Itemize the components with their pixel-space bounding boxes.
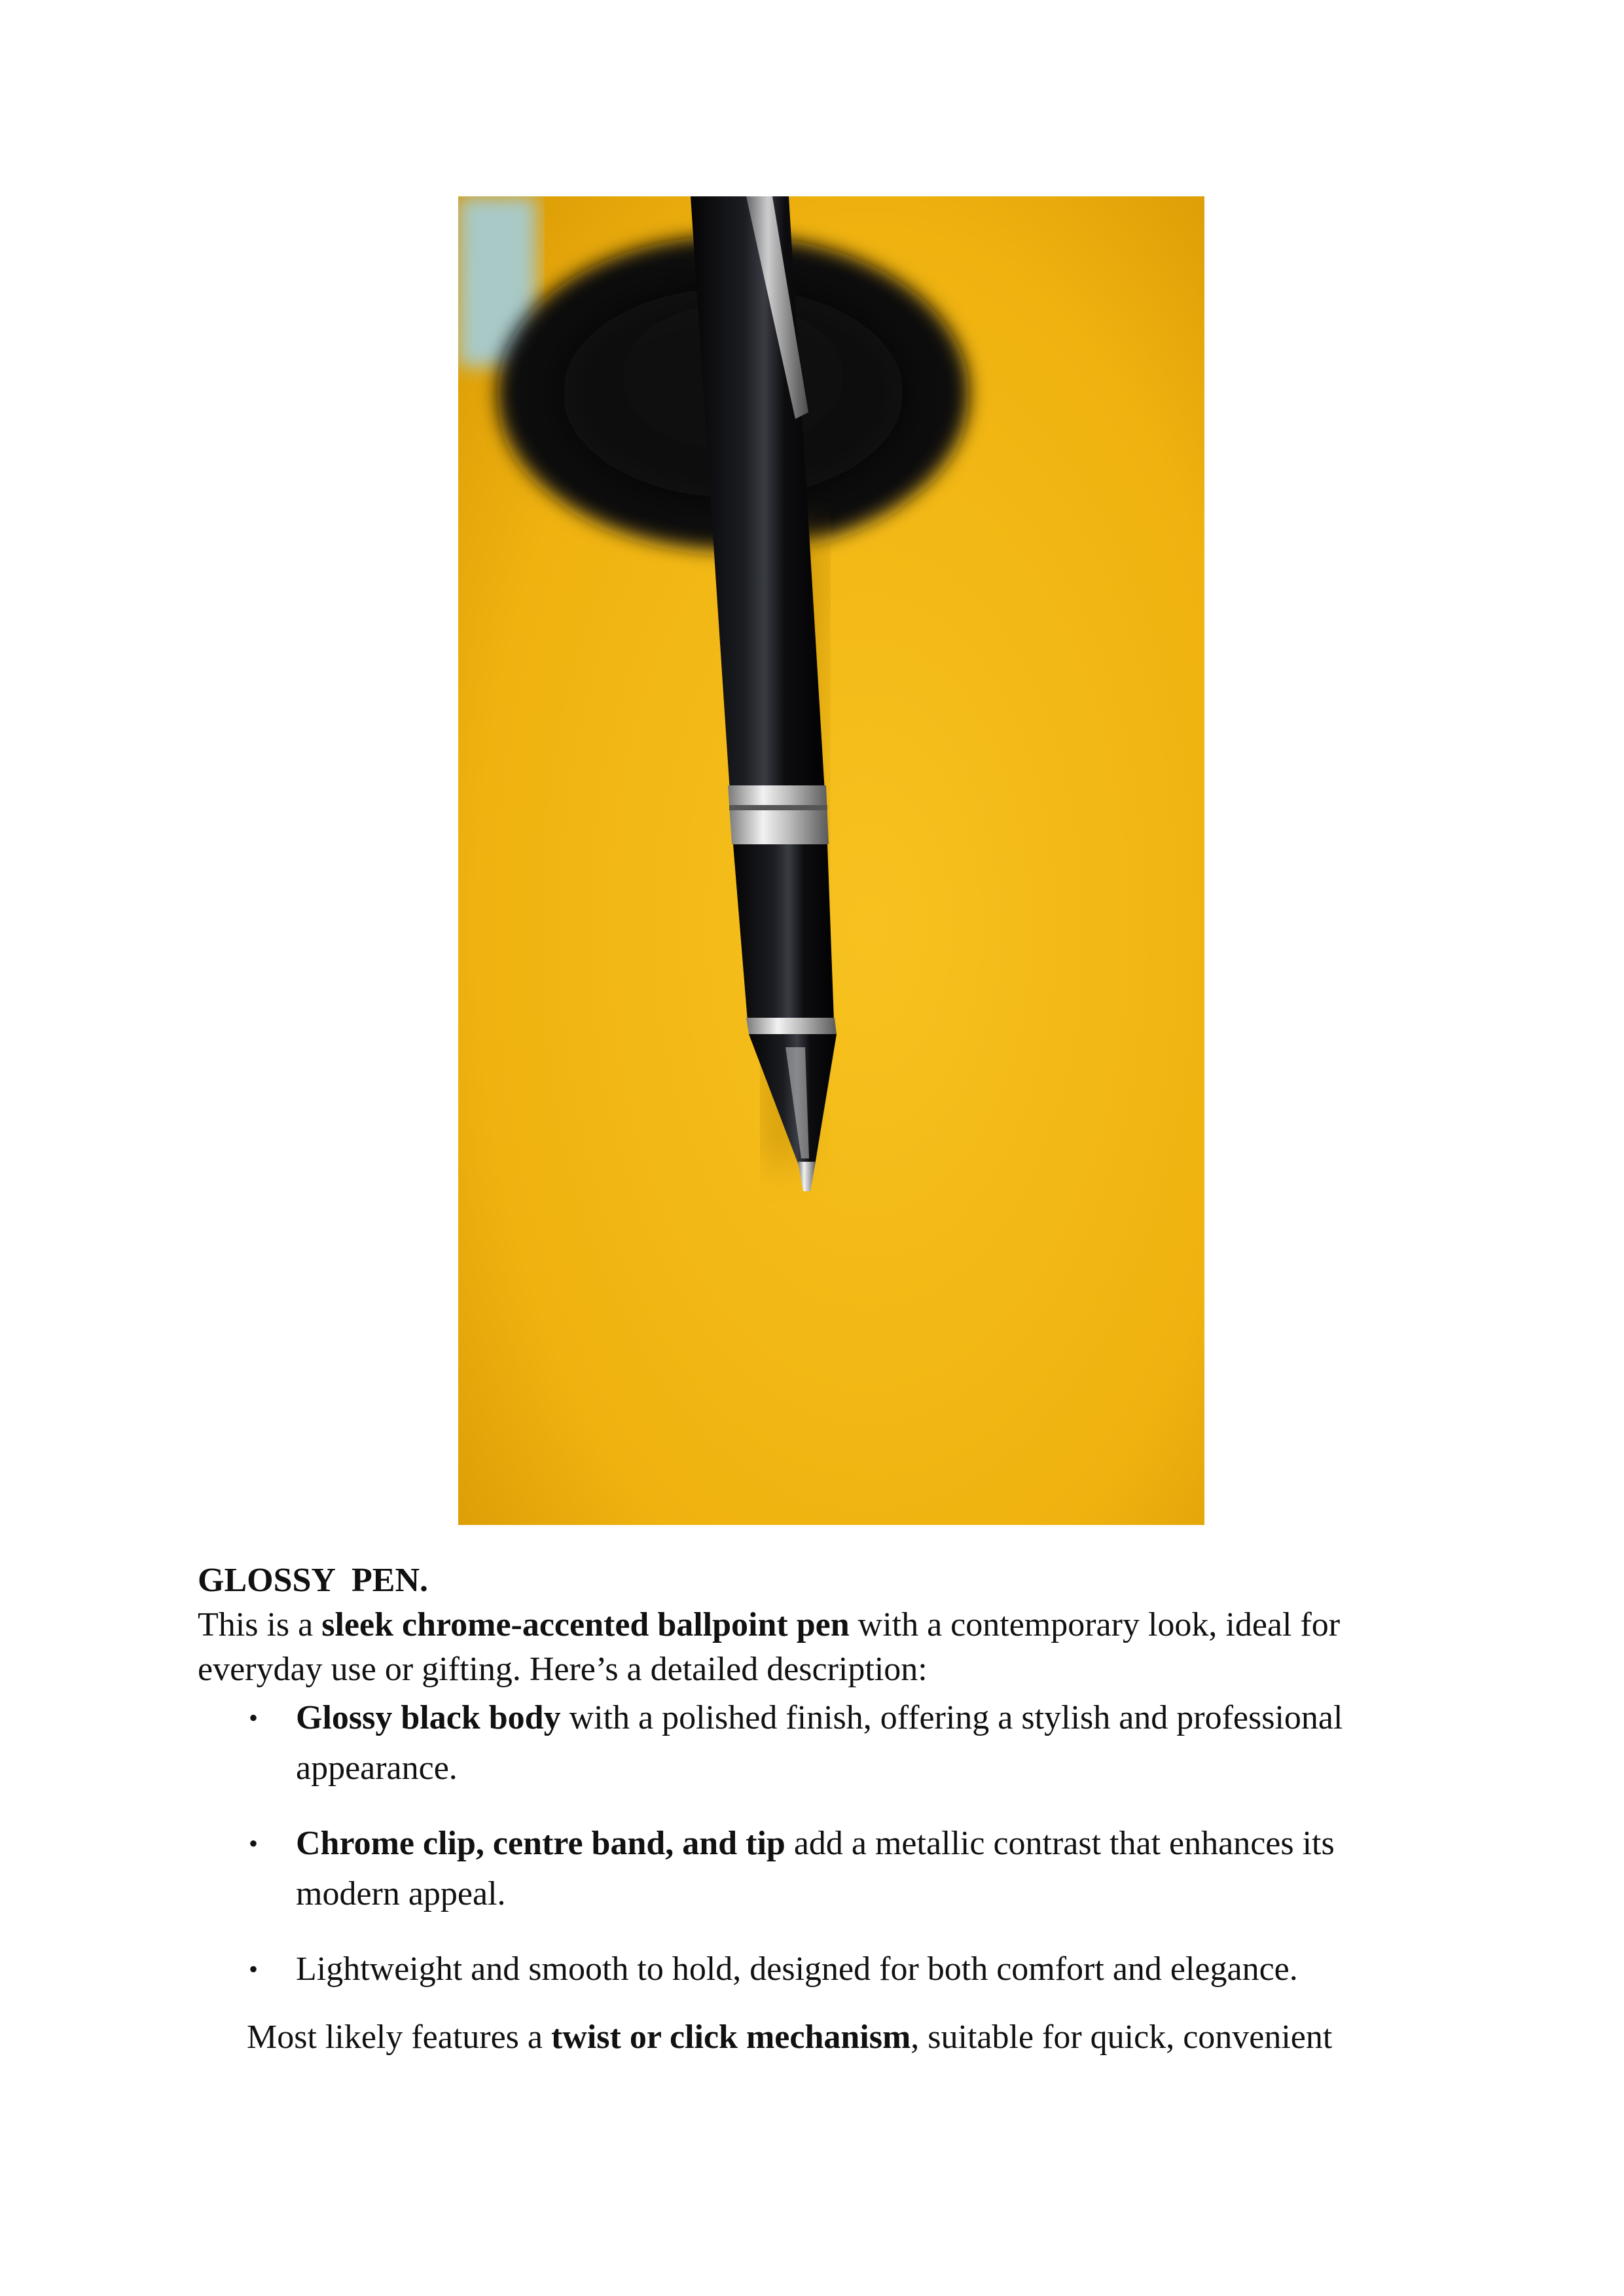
list-item xyxy=(198,1693,1441,1793)
closing-text-bold: twist or click mechanism xyxy=(550,2018,911,2056)
list-item xyxy=(198,1944,1441,1994)
page-title: GLOSSY PEN. xyxy=(198,1562,429,1599)
list-item-text: Lightweight and smooth to hold, designed for both comfort and elegance. xyxy=(296,1950,1298,1988)
closing-paragraph xyxy=(247,2015,1360,2060)
closing-text-pre: Most likely features a xyxy=(247,2018,551,2056)
bullet-icon: • xyxy=(249,1829,259,1858)
list-item-text: with a polished finish, offering a stylish and professional appearance. xyxy=(296,1699,1343,1787)
feature-list xyxy=(198,1693,1441,2019)
intro-text-bold: sleek chrome-accented ballpoint pen xyxy=(321,1606,850,1643)
list-item-bold: Chrome clip, centre band, and tip xyxy=(296,1825,785,1862)
bullet-icon: • xyxy=(249,1703,259,1732)
intro-paragraph xyxy=(198,1603,1441,1692)
bullet-icon: • xyxy=(249,1954,259,1984)
pen-photo xyxy=(458,196,1204,1525)
intro-text-post: with a contemporary look, ideal for everyday use or gifting. Here’s a detailed description: xyxy=(198,1606,1341,1688)
list-item-text: add a metallic contrast that enhances its modern appeal. xyxy=(296,1825,1335,1912)
list-item xyxy=(198,1818,1441,1919)
list-item-bold: Glossy black body xyxy=(296,1699,561,1736)
intro-text-pre: This is a xyxy=(198,1606,322,1643)
closing-text-post: , suitable for quick, convenient xyxy=(911,2018,1333,2056)
pen-photo-illustration xyxy=(458,196,1204,1525)
